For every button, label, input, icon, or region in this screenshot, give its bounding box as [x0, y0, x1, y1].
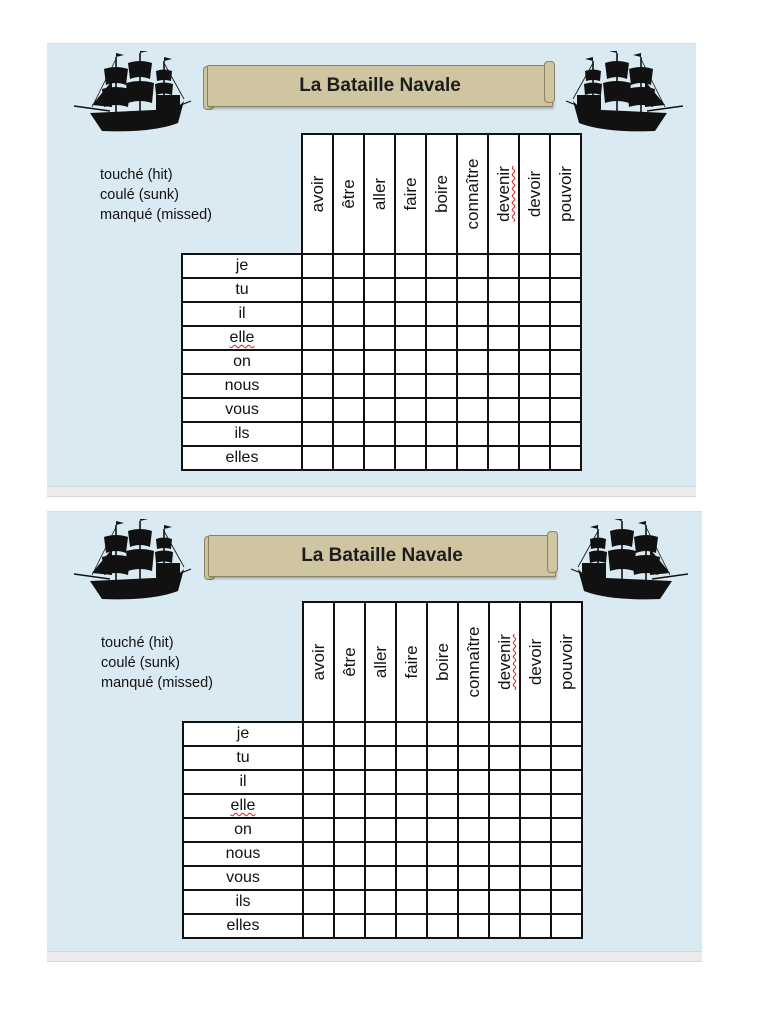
grid-cell[interactable] [364, 422, 395, 446]
grid-cell[interactable] [458, 722, 489, 746]
grid-cell[interactable] [551, 794, 582, 818]
grid-cell[interactable] [426, 302, 457, 326]
grid-cell[interactable] [396, 722, 427, 746]
grid-cell[interactable] [396, 866, 427, 890]
grid-row [182, 422, 581, 446]
scroll-curl-right [547, 531, 558, 573]
pronoun-label: elles [183, 914, 303, 938]
verb-label: boire [431, 175, 451, 213]
grid-cell[interactable] [488, 278, 519, 302]
grid-cell[interactable] [551, 818, 582, 842]
grid-cell[interactable] [488, 446, 519, 470]
title-banner [207, 65, 553, 107]
grid-cell[interactable] [551, 746, 582, 770]
grid-cell[interactable] [334, 794, 365, 818]
grid-cell[interactable] [550, 374, 581, 398]
verb-header [427, 602, 458, 722]
grid-cell[interactable] [520, 866, 551, 890]
verb-header [365, 602, 396, 722]
grid-cell[interactable] [333, 422, 364, 446]
grid-cell[interactable] [519, 350, 550, 374]
verb-label: pouvoir [555, 166, 575, 222]
grid-cell[interactable] [551, 722, 582, 746]
grid-cell[interactable] [365, 746, 396, 770]
grid-cell[interactable] [365, 890, 396, 914]
pronoun-label: je [182, 254, 302, 278]
legend-sunk: coulé (sunk) [101, 655, 180, 671]
grid-cell[interactable] [520, 842, 551, 866]
verb-header [488, 134, 519, 254]
verb-label: devenir [494, 634, 514, 690]
grid-cell[interactable] [551, 842, 582, 866]
grid-cell[interactable] [395, 374, 426, 398]
grid-cell[interactable] [365, 866, 396, 890]
verb-label: faire [401, 645, 421, 679]
grid-cell[interactable] [396, 842, 427, 866]
grid-cell[interactable] [303, 818, 334, 842]
grid-cell[interactable] [303, 914, 334, 938]
grid-cell[interactable] [489, 770, 520, 794]
pronoun-label: nous [182, 374, 302, 398]
grid-cell[interactable] [520, 818, 551, 842]
grid-cell[interactable] [333, 302, 364, 326]
grid-cell[interactable] [334, 890, 365, 914]
grid-cell[interactable] [458, 818, 489, 842]
grid-cell[interactable] [489, 746, 520, 770]
grid-cell[interactable] [519, 278, 550, 302]
grid-row [182, 254, 581, 278]
verb-header [303, 602, 334, 722]
grid-cell[interactable] [458, 890, 489, 914]
grid-cell[interactable] [550, 350, 581, 374]
grid-cell[interactable] [520, 770, 551, 794]
verb-header [520, 602, 551, 722]
grid-cell[interactable] [364, 302, 395, 326]
grid-cell[interactable] [303, 794, 334, 818]
verb-header [489, 602, 520, 722]
grid-cell[interactable] [302, 350, 333, 374]
grid-cell[interactable] [551, 890, 582, 914]
grid-cell[interactable] [302, 422, 333, 446]
grid-cell[interactable] [364, 350, 395, 374]
grid-row [182, 302, 581, 326]
grid-cell[interactable] [334, 722, 365, 746]
grid-cell[interactable] [489, 914, 520, 938]
grid-cell[interactable] [427, 866, 458, 890]
grid-cell[interactable] [427, 890, 458, 914]
grid-cell[interactable] [364, 374, 395, 398]
grid-cell[interactable] [427, 842, 458, 866]
verb-header [457, 134, 488, 254]
page-title: La Bataille Navale [301, 545, 463, 566]
grid-cell[interactable] [396, 914, 427, 938]
grid-row [182, 350, 581, 374]
grid-cell[interactable] [426, 374, 457, 398]
grid-cell[interactable] [550, 422, 581, 446]
grid-cell[interactable] [426, 422, 457, 446]
grid-row [183, 842, 582, 866]
grid-row [183, 890, 582, 914]
grid-cell[interactable] [303, 842, 334, 866]
grid-cell[interactable] [427, 746, 458, 770]
grid-cell[interactable] [457, 422, 488, 446]
verb-header [458, 602, 489, 722]
verb-label: boire [432, 643, 452, 681]
grid-cell[interactable] [302, 374, 333, 398]
pronoun-label: vous [183, 866, 303, 890]
grid-cell[interactable] [489, 722, 520, 746]
grid-cell[interactable] [427, 770, 458, 794]
grid-cell[interactable] [303, 746, 334, 770]
grid-cell[interactable] [333, 326, 364, 350]
pirate-ship-icon [570, 519, 690, 603]
grid-row [183, 866, 582, 890]
pronoun-label: elles [182, 446, 302, 470]
grid-cell[interactable] [520, 794, 551, 818]
grid-cell[interactable] [457, 278, 488, 302]
pronoun-label: on [182, 350, 302, 374]
verb-header [426, 134, 457, 254]
grid-corner [183, 602, 303, 722]
grid-cell[interactable] [489, 818, 520, 842]
scroll-curl-right [544, 61, 555, 103]
pronoun-label: il [183, 770, 303, 794]
grid-cell[interactable] [395, 302, 426, 326]
page-bottom-edge [47, 951, 702, 962]
grid-cell[interactable] [426, 350, 457, 374]
grid-cell[interactable] [395, 398, 426, 422]
grid-cell[interactable] [426, 254, 457, 278]
grid-cell[interactable] [365, 770, 396, 794]
verb-label: connaître [462, 158, 482, 230]
grid-cell[interactable] [303, 866, 334, 890]
grid-cell[interactable] [364, 278, 395, 302]
legend-missed: manqué (missed) [100, 207, 213, 223]
grid-cell[interactable] [551, 770, 582, 794]
grid-cell[interactable] [396, 794, 427, 818]
grid-cell[interactable] [303, 890, 334, 914]
grid-cell[interactable] [488, 302, 519, 326]
verb-header [333, 134, 364, 254]
verb-label: connaître [463, 626, 483, 698]
grid-cell[interactable] [427, 722, 458, 746]
grid-cell[interactable] [489, 842, 520, 866]
verb-header [364, 134, 395, 254]
grid-row [182, 398, 581, 422]
pronoun-label: tu [182, 278, 302, 302]
grid-cell[interactable] [519, 254, 550, 278]
grid-cell[interactable] [334, 818, 365, 842]
grid-cell[interactable] [489, 890, 520, 914]
pronoun-label: elle [183, 794, 303, 818]
grid-cell[interactable] [519, 446, 550, 470]
grid-cell[interactable] [427, 818, 458, 842]
verb-label: aller [370, 645, 390, 679]
legend-missed: manqué (missed) [101, 675, 214, 691]
verb-label: avoir [307, 175, 327, 213]
grid-row [182, 278, 581, 302]
grid-cell[interactable] [488, 254, 519, 278]
grid-cell[interactable] [302, 398, 333, 422]
pronoun-label: nous [183, 842, 303, 866]
grid-cell[interactable] [488, 326, 519, 350]
battleship-grid [181, 133, 582, 471]
verb-label: devoir [525, 638, 545, 686]
grid-cell[interactable] [333, 278, 364, 302]
grid-cell[interactable] [364, 254, 395, 278]
grid-cell[interactable] [395, 446, 426, 470]
grid-cell[interactable] [458, 866, 489, 890]
verb-label: pouvoir [556, 634, 576, 690]
grid-cell[interactable] [396, 818, 427, 842]
grid-row [183, 818, 582, 842]
grid-cell[interactable] [334, 866, 365, 890]
grid-cell[interactable] [519, 422, 550, 446]
grid-cell[interactable] [550, 302, 581, 326]
grid-cell[interactable] [426, 278, 457, 302]
grid-cell[interactable] [488, 422, 519, 446]
grid-cell[interactable] [488, 374, 519, 398]
grid-cell[interactable] [303, 722, 334, 746]
grid-cell[interactable] [302, 254, 333, 278]
legend-sunk: coulé (sunk) [100, 187, 179, 203]
verb-header-row [182, 134, 581, 254]
grid-cell[interactable] [550, 398, 581, 422]
grid-cell[interactable] [551, 866, 582, 890]
grid-cell[interactable] [458, 746, 489, 770]
grid-cell[interactable] [302, 302, 333, 326]
grid-cell[interactable] [519, 326, 550, 350]
verb-header [302, 134, 333, 254]
verb-label: avoir [308, 643, 328, 681]
pronoun-label: vous [182, 398, 302, 422]
pronoun-label: tu [183, 746, 303, 770]
page-bottom-edge [47, 486, 696, 497]
pronoun-label: ils [182, 422, 302, 446]
verb-header [551, 602, 582, 722]
battleship-grid [182, 601, 583, 939]
pronoun-label: elle [182, 326, 302, 350]
grid-cell[interactable] [333, 446, 364, 470]
grid-cell[interactable] [395, 254, 426, 278]
verb-label: devenir [493, 166, 513, 222]
grid-cell[interactable] [426, 398, 457, 422]
grid-cell[interactable] [333, 350, 364, 374]
pronoun-label: je [183, 722, 303, 746]
grid-cell[interactable] [365, 914, 396, 938]
grid-cell[interactable] [551, 914, 582, 938]
grid-cell[interactable] [396, 890, 427, 914]
grid-cell[interactable] [457, 374, 488, 398]
worksheet-2 [47, 511, 702, 966]
grid-cell[interactable] [303, 770, 334, 794]
verb-header-row [183, 602, 582, 722]
pronoun-label: on [183, 818, 303, 842]
verb-header [396, 602, 427, 722]
grid-cell[interactable] [333, 398, 364, 422]
legend-hit: touché (hit) [100, 167, 173, 183]
grid-cell[interactable] [302, 446, 333, 470]
grid-cell[interactable] [333, 374, 364, 398]
grid-row [182, 326, 581, 350]
verb-label: devoir [524, 170, 544, 218]
grid-cell[interactable] [427, 914, 458, 938]
grid-cell[interactable] [396, 770, 427, 794]
grid-cell[interactable] [488, 398, 519, 422]
grid-cell[interactable] [457, 350, 488, 374]
grid-cell[interactable] [364, 398, 395, 422]
grid-cell[interactable] [395, 326, 426, 350]
grid-cell[interactable] [457, 398, 488, 422]
grid-cell[interactable] [365, 842, 396, 866]
legend-hit: touché (hit) [101, 635, 174, 651]
grid-cell[interactable] [302, 278, 333, 302]
grid-cell[interactable] [333, 254, 364, 278]
grid-cell[interactable] [334, 842, 365, 866]
grid-cell[interactable] [457, 302, 488, 326]
grid-cell[interactable] [302, 326, 333, 350]
pirate-ship-icon [72, 51, 192, 135]
verb-header [395, 134, 426, 254]
grid-cell[interactable] [426, 446, 457, 470]
grid-cell[interactable] [396, 746, 427, 770]
grid-row [182, 446, 581, 470]
grid-cell[interactable] [334, 746, 365, 770]
verb-label: faire [400, 177, 420, 211]
grid-row [183, 770, 582, 794]
grid-cell[interactable] [458, 770, 489, 794]
verb-header [334, 602, 365, 722]
grid-cell[interactable] [520, 746, 551, 770]
grid-row [182, 374, 581, 398]
grid-cell[interactable] [458, 842, 489, 866]
grid-cell[interactable] [395, 278, 426, 302]
grid-row [183, 722, 582, 746]
title-banner [208, 535, 556, 577]
grid-cell[interactable] [364, 326, 395, 350]
page-title: La Bataille Navale [299, 75, 461, 96]
grid-cell[interactable] [457, 326, 488, 350]
grid-cell[interactable] [520, 890, 551, 914]
grid-cell[interactable] [550, 326, 581, 350]
grid-cell[interactable] [395, 422, 426, 446]
grid-cell[interactable] [457, 446, 488, 470]
grid-cell[interactable] [365, 794, 396, 818]
grid-cell[interactable] [488, 350, 519, 374]
pronoun-label: ils [183, 890, 303, 914]
verb-header [550, 134, 581, 254]
grid-cell[interactable] [458, 794, 489, 818]
grid-cell[interactable] [334, 914, 365, 938]
grid-cell[interactable] [519, 374, 550, 398]
grid-row [183, 746, 582, 770]
grid-cell[interactable] [520, 722, 551, 746]
grid-corner [182, 134, 302, 254]
grid-cell[interactable] [365, 722, 396, 746]
verb-label: aller [369, 177, 389, 211]
grid-cell[interactable] [489, 794, 520, 818]
worksheet-1 [47, 43, 696, 498]
grid-cell[interactable] [364, 446, 395, 470]
grid-cell[interactable] [395, 350, 426, 374]
grid-cell[interactable] [458, 914, 489, 938]
grid-row [183, 794, 582, 818]
grid-cell[interactable] [550, 254, 581, 278]
pirate-ship-icon [565, 51, 685, 135]
verb-label: être [339, 647, 359, 677]
grid-row [183, 914, 582, 938]
grid-cell[interactable] [334, 770, 365, 794]
grid-cell[interactable] [489, 866, 520, 890]
grid-cell[interactable] [427, 794, 458, 818]
grid-cell[interactable] [519, 302, 550, 326]
grid-cell[interactable] [550, 278, 581, 302]
grid-cell[interactable] [365, 818, 396, 842]
grid-cell[interactable] [519, 398, 550, 422]
grid-cell[interactable] [457, 254, 488, 278]
grid-cell[interactable] [426, 326, 457, 350]
pirate-ship-icon [72, 519, 192, 603]
pronoun-label: il [182, 302, 302, 326]
grid-cell[interactable] [520, 914, 551, 938]
verb-label: être [338, 179, 358, 209]
verb-header [519, 134, 550, 254]
grid-cell[interactable] [550, 446, 581, 470]
